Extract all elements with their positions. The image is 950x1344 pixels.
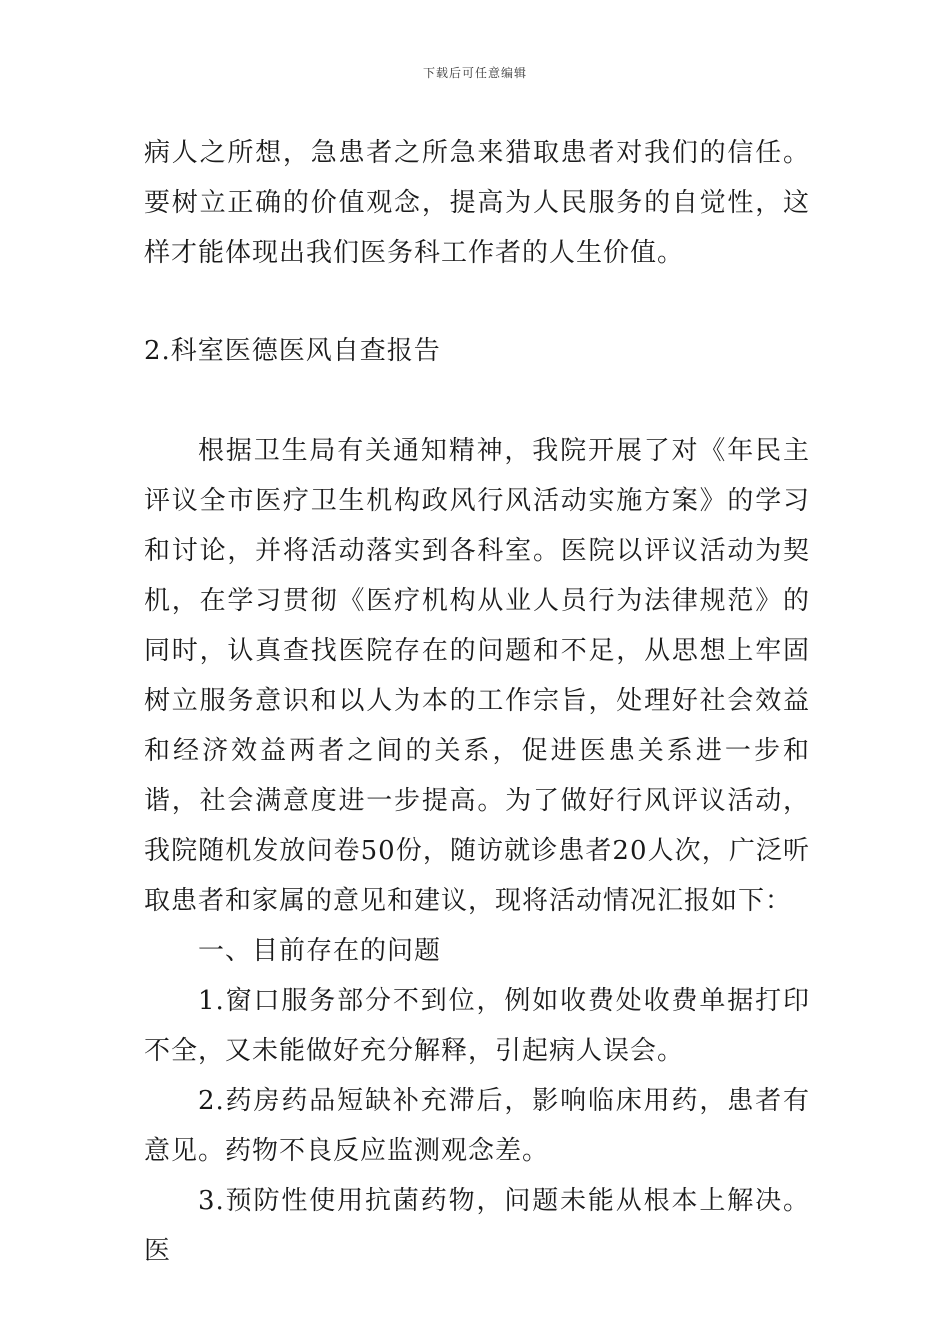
- paragraph-report-intro: 根据卫生局有关通知精神，我院开展了对《年民主评议全市医疗卫生机构政风行风活动实施方案》的学习和讨论，并将活动落实到各科室。医院以评议活动为契机，在学习贯彻《医疗机构从业人员行为法律规范》的同时，认真查找医院存在的问题和不足，从思想上牢固树立服务意识和以人为本的工作宗旨，处理好社会效益和经济效益两者之间的关系，促进医患关系进一步和谐，社会满意度进一步提高。为了做好行风评议活动，我院随机发放问卷50份，随访就诊患者20人次，广泛听取患者和家属的意见和建议，现将活动情况汇报如下：: [144, 436, 810, 916]
- paragraph-problem-3: 3.预防性使用抗菌药物，问题未能从根本上解决。医: [144, 1186, 810, 1266]
- spacer: [144, 278, 810, 326]
- page-header: 下载后可任意编辑: [422, 66, 527, 80]
- paragraph-problem-1: 1.窗口服务部分不到位，例如收费处收费单据打印不全，又未能做好充分解释，引起病人误会。: [144, 986, 810, 1066]
- document-body: [144, 128, 810, 1276]
- spacer: [144, 376, 810, 426]
- section-heading: 2.科室医德医风自查报告: [144, 336, 441, 366]
- paragraph-problem-2: 2.药房药品短缺补充滞后，影响临床用药，患者有意见。药物不良反应监测观念差。: [144, 1086, 810, 1166]
- paragraph-problems-heading: 一、目前存在的问题: [198, 936, 442, 966]
- paragraph-intro-continuation: 病人之所想，急患者之所急来猎取患者对我们的信任。要树立正确的价值观念，提高为人民服务的自觉性，这样才能体现出我们医务科工作者的人生价值。: [144, 138, 810, 268]
